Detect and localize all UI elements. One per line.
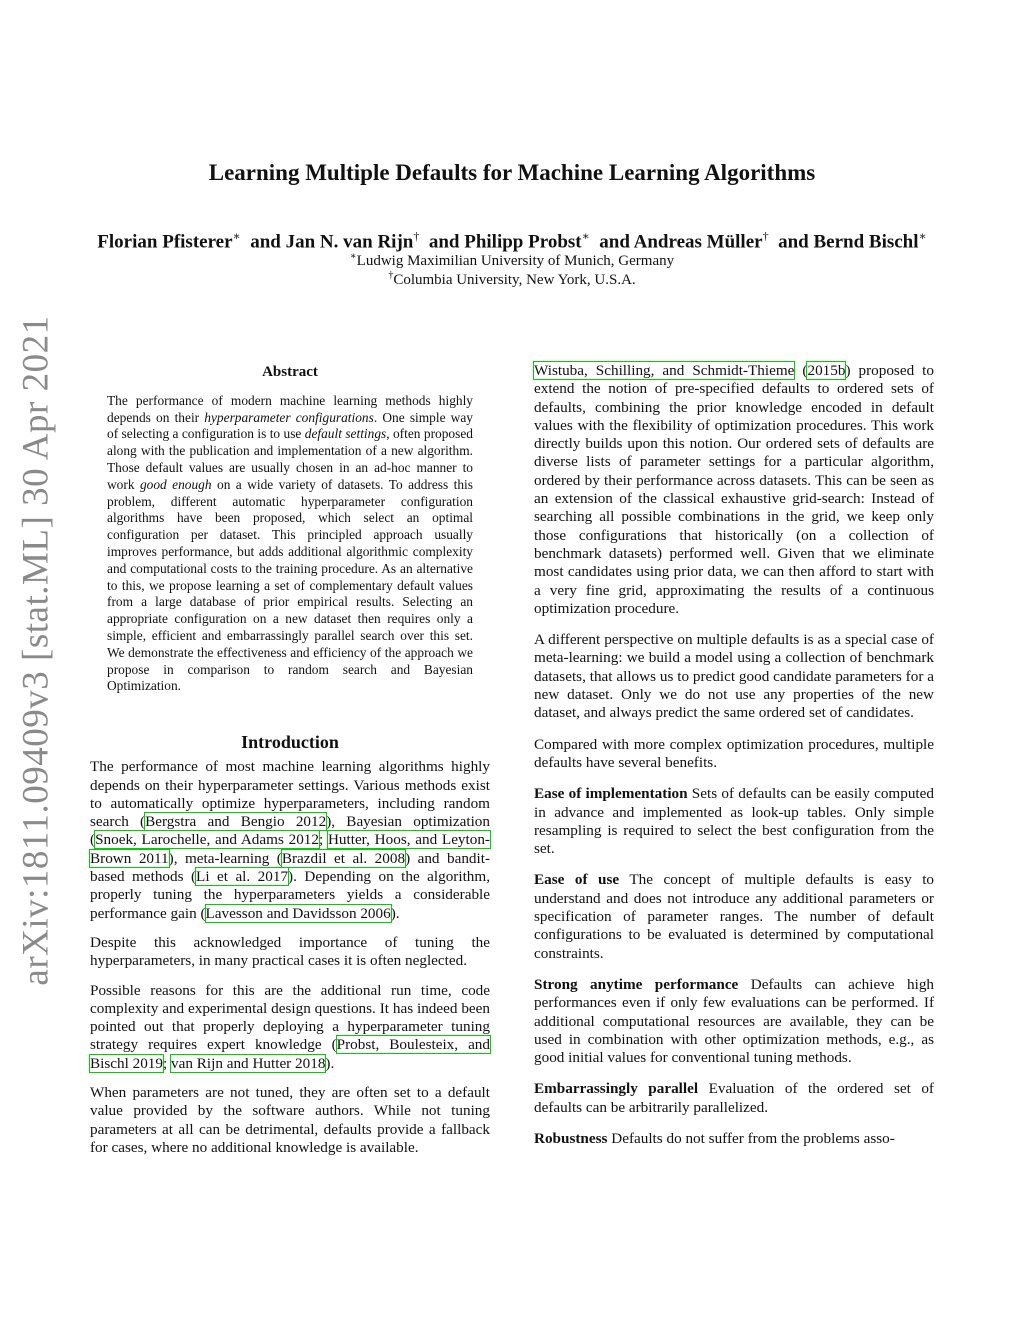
benefit-paragraph: Ease of use The concept of multiple defaults is easy to understand and does not introduce any additional parameters or specification of parameter ranges. The number of default configurations to be evaluated is determined by computational constraints.: [534, 871, 935, 962]
left-column: [90, 733, 490, 1168]
affiliation: †Columbia University, New York, U.S.A.: [388, 270, 636, 288]
citation-link[interactable]: Bergstra and Bengio 2012: [145, 813, 327, 831]
citation-link[interactable]: Probst, Boulesteix, and Bischl 2019: [90, 1036, 490, 1072]
author-list: Florian Pfisterer∗ and Jan N. van Rijn† and Philipp Probst∗ and Andreas Müller† and Bernd Bischl∗: [97, 229, 927, 253]
citation-link[interactable]: Brazdil et al. 2008: [281, 849, 406, 867]
paragraph: A different perspective on multiple defaults is as a special case of meta-learning: we build a model using a collection of benchmark datasets, that allows us to predict good candidate parameters for a new dataset. Only we do not use any properties of the new dataset, and always predict the same ordered set of candidates.: [534, 631, 934, 722]
citation-link[interactable]: Li et al. 2017: [196, 868, 289, 886]
citation-link[interactable]: 2015b: [807, 362, 846, 379]
paragraph: When parameters are not tuned, they are often set to a default value provided by the software authors. While not tuning parameters at all can be detrimental, defaults provide a fallback for cases, where no additional knowledge is available.: [90, 1084, 490, 1156]
benefit-title: Embarrassingly parallel: [534, 1080, 699, 1098]
paragraph: Possible reasons for this are the additional run time, code complexity and experimental design questions. It has indeed been pointed out that properly deploying a hyperparameter tuning strategy requires expert knowledge (Probst, Boulesteix, and Bischl 2019; van Rijn and Hutter 2018).: [90, 981, 490, 1072]
paragraph: The performance of most machine learning algorithms highly depends on their hyperparameter settings. Various methods exist to automatically optimize hyperparameters, including random search (Bergstra and Bengio 2012), Bayesian optimization (Snoek, Larochelle, and Adams 2012; Hutter, Hoos, and Leyton-Brown 2011), meta-learning (Brazdil et al. 2008) and bandit-based methods (Li et al. 2017). Depending on the algorithm, properly tuning the hyperparameters yields a considerable performance gain (Lavesson and Davidsson 2006).: [90, 758, 491, 922]
affiliation: ∗Ludwig Maximilian University of Munich, Germany: [349, 251, 675, 269]
paragraph: Wistuba, Schilling, and Schmidt-Thieme (2015b) proposed to extend the notion of pre-specified defaults to ordered sets of defaults, combining the prior knowledge encoded in default values with the flexibility of optimization procedures. This work directly builds upon this notion. Our ordered sets of defaults are diverse lists of parameter settings for a particular algorithm, ordered by their performance across datasets. This can be seen as an extension of the classical exhaustive grid-search: Instead of searching all possible combinations in the grid, we keep only those configurations that historically (on a collection of benchmark datasets) performed well. Given that we eliminate most candidates using prior data, we can then afford to start with a very fine grid, approximating the results of a continuous optimization procedure.: [534, 362, 934, 617]
citation-link[interactable]: van Rijn and Hutter 2018: [171, 1054, 326, 1072]
author-name: Bernd Bischl: [813, 231, 919, 253]
benefit-paragraph: Strong anytime performance Defaults can achieve high performances even if only few evaluations can be performed. If additional computational resources are available, they can be used in combination with other optimization methods, e.g., as good initial values for conventional tuning methods.: [534, 975, 935, 1067]
citation-link[interactable]: Lavesson and Davidsson 2006: [205, 904, 391, 922]
paper-title: Learning Multiple Defaults for Machine Learning Algorithms: [208, 160, 816, 185]
arxiv-stamp: [10, 314, 62, 986]
abstract-text: The performance of modern machine learning methods highly depends on their hyperparameter configurations. One simple way of selecting a configuration is to use default settings, often proposed along with the publication and implementation of a new algorithm. Those default values are usually chosen in an ad-hoc manner to work good enough on a wide variety of datasets. To address this problem, different automatic hyperparameter configuration algorithms have been proposed, which select an optimal configuration per dataset. This principled approach usually improves performance, but adds additional algorithmic complexity and computational costs to the training procedure. As an alternative to this, we propose learning a set of complementary default values from a large database of prior empirical results. Selecting an appropriate configuration on a new dataset then requires only a simple, efficient and embarrassingly parallel search over this set. We demonstrate the effectiveness and efficiency of the approach we propose in comparison to random search and Bayesian Optimization.: [107, 392, 473, 694]
benefit-title: Strong anytime performance: [534, 975, 739, 993]
benefit-title: Ease of implementation: [534, 785, 688, 803]
abstract: [107, 364, 473, 695]
author-name: Andreas Müller: [633, 231, 763, 253]
citation-link[interactable]: Snoek, Larochelle, and Adams 2012: [95, 831, 319, 849]
benefit-paragraph: Ease of implementation Sets of defaults can be easily computed in advance and implemented as look-up tables. Only simple resampling is required to select the best configuration from the set.: [534, 785, 934, 858]
citation-link[interactable]: Wistuba, Schilling, and Schmidt-Thieme: [534, 362, 795, 379]
abstract-heading: Abstract: [262, 364, 318, 380]
author-name: Jan N. van Rijn: [285, 231, 414, 253]
paragraph: Compared with more complex optimization procedures, multiple defaults have several benefits.: [534, 735, 934, 771]
right-column: [534, 362, 934, 1161]
benefit-paragraph: Robustness Defaults do not suffer from the problems asso-: [534, 1129, 895, 1147]
paragraph: Despite this acknowledged importance of tuning the hyperparameters, in many practical cases it is often neglected.: [90, 933, 490, 970]
arxiv-stamp-text: arXiv:1811.09409v3 [stat.ML] 30 Apr 2021: [15, 314, 57, 986]
benefit-title: Robustness: [534, 1129, 608, 1147]
benefit-paragraph: Embarrassingly parallel Evaluation of the ordered set of defaults can be arbitrarily parallelized.: [534, 1080, 934, 1116]
author-name: Philipp Probst: [464, 231, 582, 253]
citation-link[interactable]: Hutter, Hoos, and Leyton-Brown 2011: [90, 831, 490, 867]
benefit-title: Ease of use: [534, 871, 620, 889]
section-heading: Introduction: [241, 732, 339, 752]
author-name: Florian Pfisterer: [97, 231, 233, 253]
